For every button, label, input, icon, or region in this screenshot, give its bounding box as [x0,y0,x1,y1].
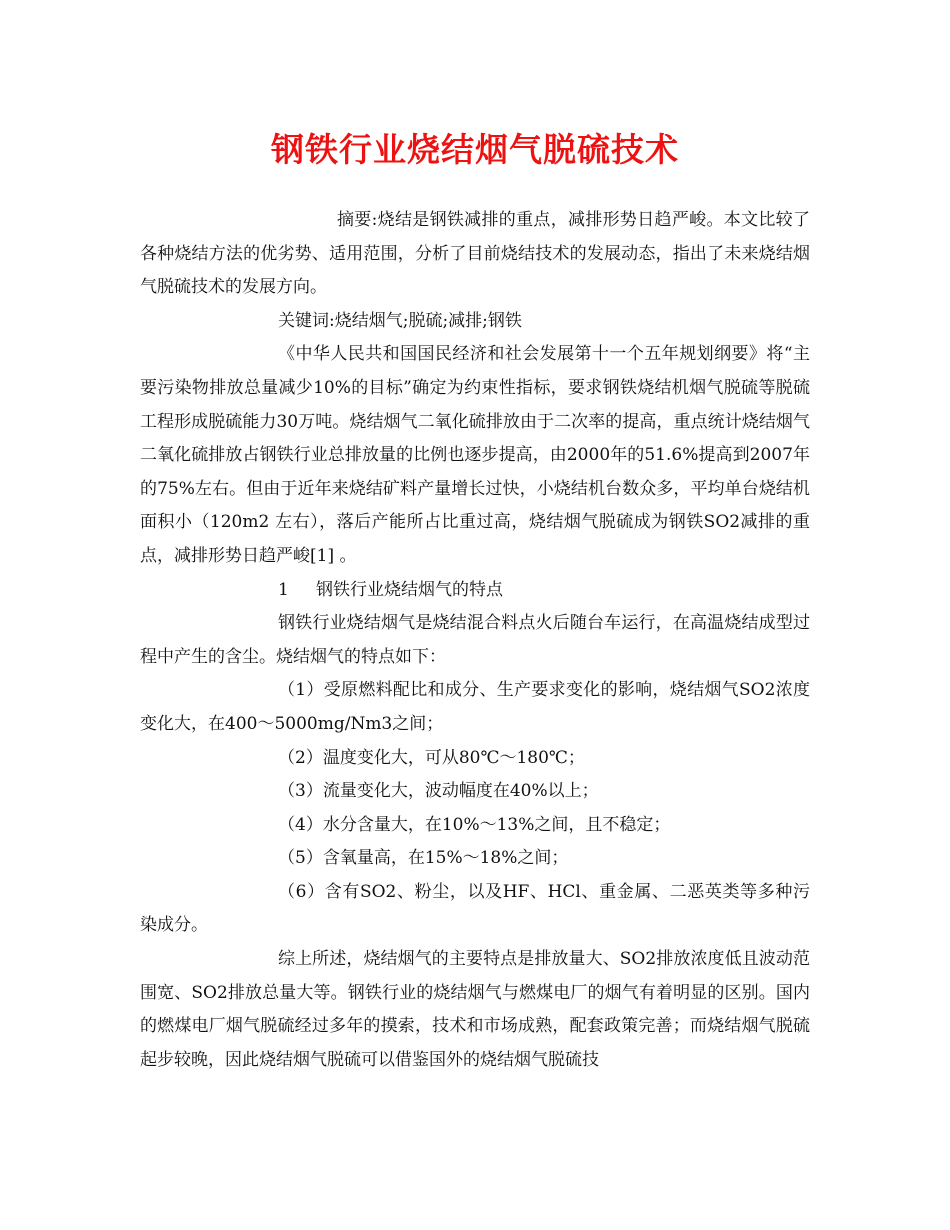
list-item: （6）含有SO2、粉尘，以及HF、HCl、重金属、二恶英类等多种污染成分。 [140,881,810,936]
section-paragraph: 钢铁行业烧结烟气是烧结混合料点火后随台车运行，在高温烧结成型过程中产生的含尘。烧结烟气的特点如下： [140,613,810,667]
list-item: （3）流量变化大，波动幅度在40%以上； [278,781,599,802]
list-item: （1）受原燃料配比和成分、生产要求变化的影响，烧结烟气SO2浓度变化大，在400～5000mg/Nm3之间； [140,680,810,734]
section-heading [140,574,810,608]
summary-paragraph: 综上所述，烧结烟气的主要特点是排放量大、SO2排放浓度低且波动范围宽、SO2排放总量大等。钢铁行业的烧结烟气与燃煤电厂的烟气有着明显的区别。国内的燃煤电厂烟气脱硫经过多年的摸索，技术和市场成熟，配套政策完善；而烧结烟气脱硫起步较晚，因此烧结烟气脱硫可以借鉴国外的烧结烟气脱硫技 [140,949,810,1070]
list-item: （2）温度变化大，可从80℃～180℃； [278,747,585,768]
list-item: （4）水分含量大，在10%～13%之间，且不稳定； [278,814,671,835]
abstract-paragraph: 摘要:烧结是钢铁减排的重点，减排形势日趋严峻。本文比较了各种烧结方法的优劣势、适用范围，分析了目前烧结技术的发展动态，指出了未来烧结烟气脱硫技术的发展方向。 [140,210,810,298]
document-title: 钢铁行业烧结烟气脱硫技术 [271,130,679,169]
document-body [140,204,810,1077]
section-title: 钢铁行业烧结烟气的特点 [316,579,503,600]
list-item: （5）含氧量高，在15%～18%之间； [278,848,569,869]
intro-paragraph: 《中华人民共和国国民经济和社会发展第十一个五年规划纲要》将“主要污染物排放总量减少10%的目标”确定为约束性指标，要求钢铁烧结机烟气脱硫等脱硫工程形成脱硫能力30万吨。烧结烟气二氧化硫排放由于二次率的提高，重点统计烧结烟气二氧化硫排放占钢铁行业总排放量的比例也逐步提高，由2000年的51.6%提高到2007年的75%左右。但由于近年来烧结矿料产量增长过快，小烧结机台数众多，平均单台烧结机面积小（120m2 左右），落后产能所占比重过高，烧结烟气脱硫成为钢铁SO2减排的重点，减排形势日趋严峻[1] 。 [140,344,810,566]
section-number: 1 [278,579,289,600]
keywords-line: 关键词:烧结烟气;脱硫;减排;钢铁 [278,310,522,331]
